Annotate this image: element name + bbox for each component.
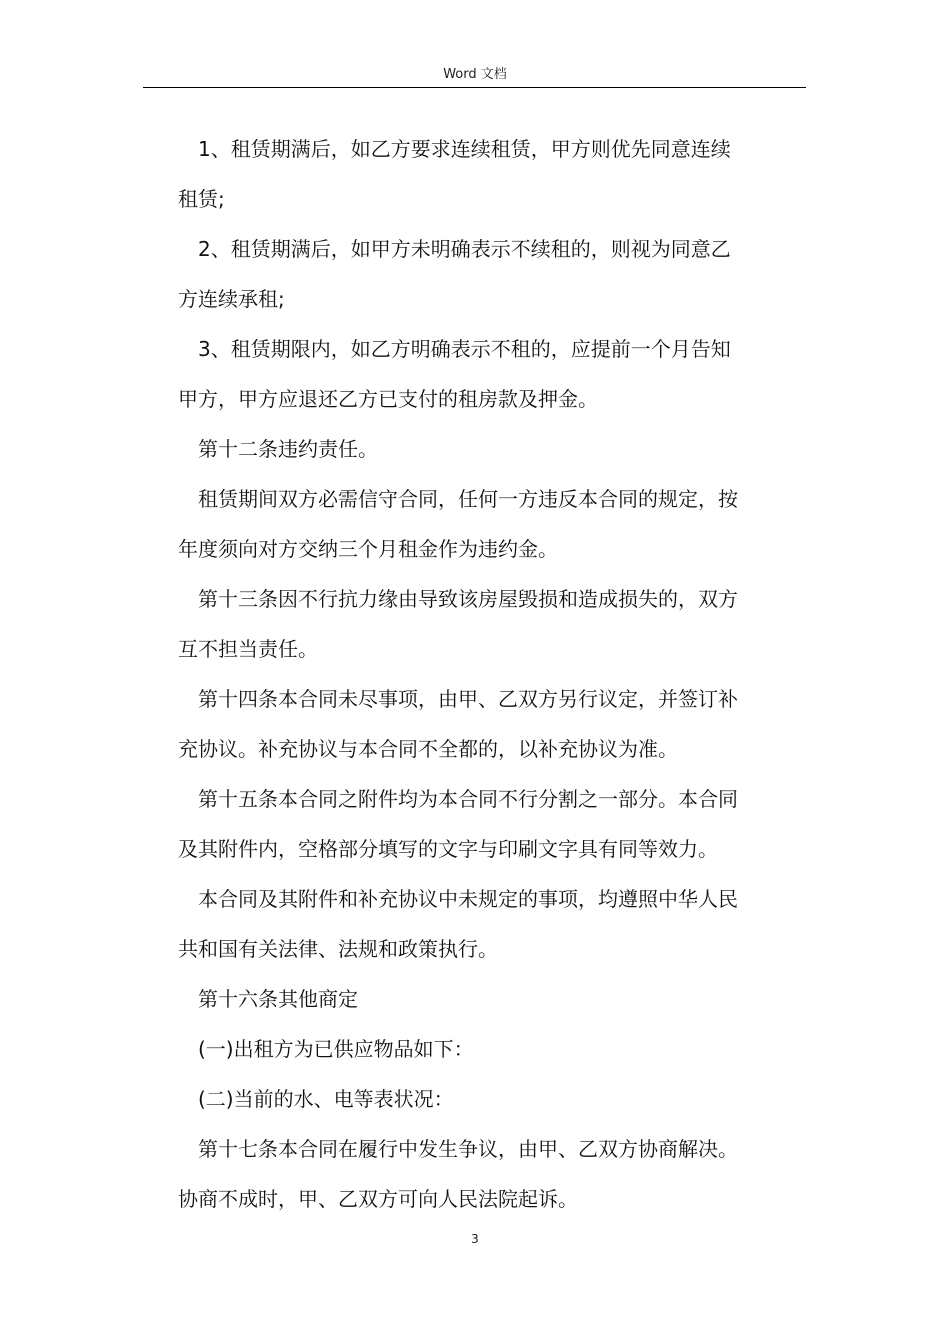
paragraph [178,224,804,324]
paragraph-line: 第十五条本合同之附件均为本合同不行分割之一部分。本合同 [198,787,738,811]
paragraph-line: 年度须向对方交纳三个月租金作为违约金。 [178,537,558,561]
paragraph-line: 充协议。补充协议与本合同不全都的，以补充协议为准。 [178,737,678,761]
paragraph [178,974,804,1024]
paragraph [178,1124,804,1224]
paragraph-line: (二)当前的水、电等表状况： [198,1087,454,1111]
paragraph-line: 第十二条违约责任。 [198,437,378,461]
paragraph-line: 及其附件内，空格部分填写的文字与印刷文字具有同等效力。 [178,837,718,861]
paragraph-line: 2、租赁期满后，如甲方未明确表示不续租的，则视为同意乙 [198,237,731,261]
paragraph [178,424,804,474]
paragraph [178,124,804,224]
page-header-title: Word 文档 [443,67,507,82]
paragraph-line: 第十三条因不行抗力缘由导致该房屋毁损和造成损失的，双方 [198,587,738,611]
paragraph-line: 共和国有关法律、法规和政策执行。 [178,937,498,961]
paragraph-line: 第十四条本合同未尽事项，由甲、乙双方另行议定，并签订补 [198,687,738,711]
document-body [178,124,804,1224]
paragraph [178,474,804,574]
paragraph-line: 本合同及其附件和补充协议中未规定的事项，均遵照中华人民 [198,887,738,911]
paragraph-line: 第十七条本合同在履行中发生争议，由甲、乙双方协商解决。 [198,1137,738,1161]
paragraph [178,774,804,874]
paragraph [178,1024,804,1074]
paragraph [178,674,804,774]
paragraph-line: 甲方，甲方应退还乙方已支付的租房款及押金。 [178,387,598,411]
paragraph-line: 协商不成时，甲、乙双方可向人民法院起诉。 [178,1187,578,1211]
paragraph-line: 方连续承租; [178,287,285,311]
paragraph-line: 1、租赁期满后，如乙方要求连续租赁，甲方则优先同意连续 [198,137,731,161]
paragraph-line: 租赁; [178,187,225,211]
paragraph [178,324,804,424]
paragraph [178,874,804,974]
paragraph-line: 互不担当责任。 [178,637,318,661]
paragraph-line: 第十六条其他商定 [198,987,358,1011]
header-divider [143,87,806,88]
paragraph-line: (一)出租方为已供应物品如下： [198,1037,474,1061]
paragraph [178,1074,804,1124]
paragraph [178,574,804,674]
paragraph-line: 3、租赁期限内，如乙方明确表示不租的，应提前一个月告知 [198,337,731,361]
page-number: 3 [471,1232,479,1246]
paragraph-line: 租赁期间双方必需信守合同，任何一方违反本合同的规定，按 [198,487,738,511]
